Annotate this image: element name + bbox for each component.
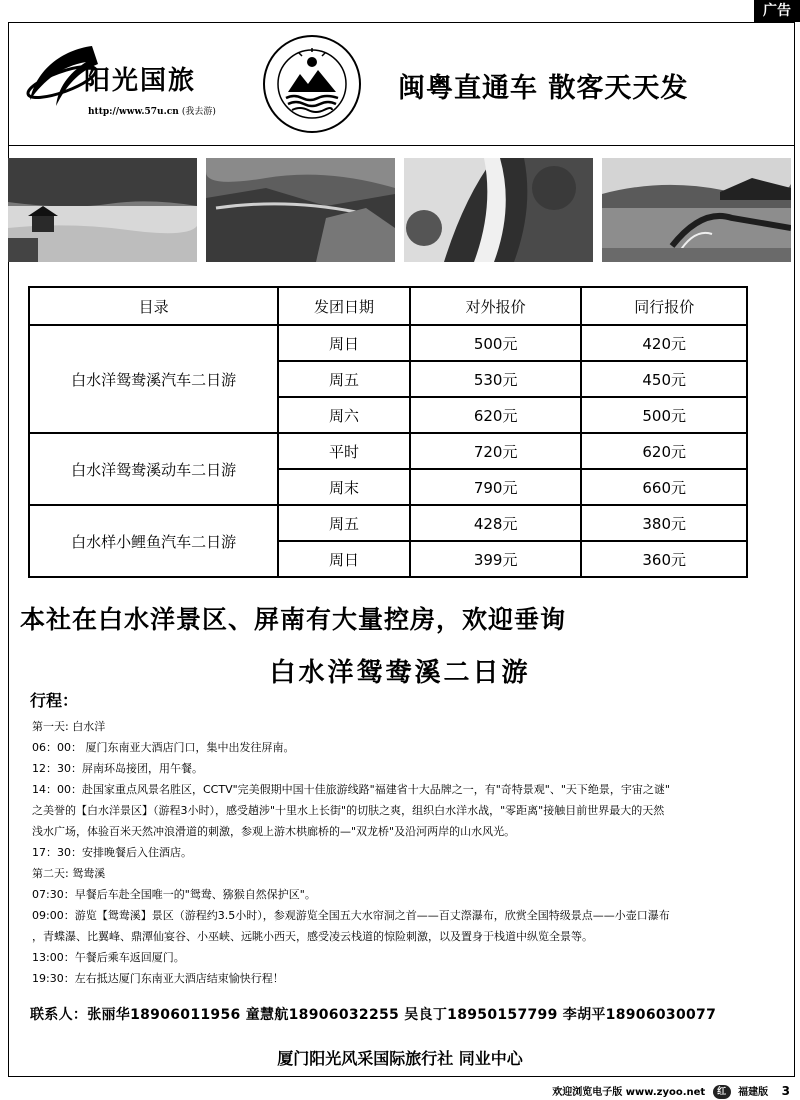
- trade-price: 420元: [581, 325, 747, 361]
- public-price: 399元: [410, 541, 582, 577]
- trade-price: 620元: [581, 433, 747, 469]
- public-price: 428元: [410, 505, 582, 541]
- red-logo-icon: 红: [713, 1085, 731, 1099]
- depart-date: 周五: [278, 361, 410, 397]
- itinerary-line: 第一天: 白水洋: [32, 720, 106, 733]
- header-divider: [8, 145, 795, 146]
- trade-price: 360元: [581, 541, 747, 577]
- waterfall-photo: [404, 158, 593, 262]
- itinerary-line: 09:00：游览【鸳鸯溪】景区（游程约3.5小时），参观游览全国五大水帘洞之首——百丈漈瀑布，欣赏全国特级景点——小壶口瀑布: [32, 909, 670, 922]
- itinerary-line: ，青蝶瀑、比翼峰、鼎潭仙宴谷、小巫峡、远眺小西天，感受凌云栈道的惊险刺激，以及置身于栈道中纵览全景等。: [32, 930, 593, 943]
- tour-title: 白水洋鸳鸯溪二日游: [269, 658, 531, 688]
- ad-corner-tag: 广告: [754, 0, 800, 22]
- col-header-date: 发团日期: [278, 287, 410, 325]
- bridge-pavilion-photo: [602, 158, 791, 262]
- table-row: [29, 505, 747, 541]
- trade-price: 500元: [581, 397, 747, 433]
- table-row: [29, 433, 747, 469]
- itinerary-line: 第二天: 鸳鸯溪: [32, 867, 106, 880]
- trade-price: 450元: [581, 361, 747, 397]
- slogan: 闽粤直通车 散客天天发: [398, 73, 689, 104]
- tour-name: 白水样小鲤鱼汽车二日游: [29, 505, 278, 577]
- logo-text: 阳光国旅: [84, 66, 197, 96]
- col-header-trade-price: 同行报价: [581, 287, 747, 325]
- public-price: 720元: [410, 433, 582, 469]
- cliff-plankway-photo: [206, 158, 395, 262]
- headline: 本社在白水洋景区、屏南有大量控房，欢迎垂询: [20, 605, 567, 634]
- agency-seal-icon: [262, 34, 362, 134]
- public-price: 500元: [410, 325, 582, 361]
- footer-text: 欢迎浏览电子版 www.zyoo.net: [552, 1087, 706, 1098]
- tour-name: 白水洋鸳鸯溪汽车二日游: [29, 325, 278, 433]
- company-logo: [22, 40, 242, 120]
- river-landscape-photo: [8, 158, 197, 262]
- trade-price: 380元: [581, 505, 747, 541]
- contacts: 联系人：张丽华18906011956 童慧航18906032255 吴良丁18950157799 李胡平18906030077: [30, 1007, 717, 1023]
- table-row: [29, 325, 747, 361]
- public-price: 620元: [410, 397, 582, 433]
- itinerary-label: 行程：: [30, 691, 79, 710]
- depart-date: 周日: [278, 325, 410, 361]
- logo-url: http://www.57u.cn (我去游): [88, 107, 216, 117]
- price-table: [28, 286, 748, 578]
- page-number: 3: [781, 1084, 790, 1098]
- depart-date: 周六: [278, 397, 410, 433]
- footer-edition: 福建版: [738, 1087, 769, 1098]
- depart-date: 平时: [278, 433, 410, 469]
- depart-date: 周末: [278, 469, 410, 505]
- public-price: 530元: [410, 361, 582, 397]
- tour-name: 白水洋鸳鸯溪动车二日游: [29, 433, 278, 505]
- itinerary-list: [32, 716, 796, 989]
- trade-price: 660元: [581, 469, 747, 505]
- col-header-public-price: 对外报价: [410, 287, 582, 325]
- depart-date: 周五: [278, 505, 410, 541]
- itinerary-line: 07:30：早餐后车赴全国唯一的"鸳鸯、猕猴自然保护区"。: [32, 888, 316, 901]
- itinerary-line: 之美誉的【白水洋景区】（游程3小时），感受趟涉"十里水上长街"的切肤之爽，组织白水洋水战，"零距离"接触目前世界最大的天然: [32, 804, 665, 817]
- itinerary-line: 13:00：午餐后乘车返回厦门。: [32, 951, 185, 964]
- page-footer: [552, 1083, 790, 1099]
- itinerary-line: 14：00：赴国家重点风景名胜区，CCTV"完美假期中国十佳旅游线路"福建省十大品牌之一，有"奇特景观"、"天下绝景，宇宙之谜": [32, 783, 670, 796]
- public-price: 790元: [410, 469, 582, 505]
- itinerary-line: 浅水广场，体验百米天然冲浪滑道的刺激，参观上游木栱廊桥的—"双龙桥"及沿河两岸的山水风光。: [32, 825, 516, 838]
- col-header-catalog: 目录: [29, 287, 278, 325]
- itinerary-line: 12：30：屏南环岛接团，用午餐。: [32, 762, 203, 775]
- itinerary-line: 06：00： 厦门东南亚大酒店门口，集中出发往屏南。: [32, 741, 295, 754]
- depart-date: 周日: [278, 541, 410, 577]
- itinerary-line: 19:30：左右抵达厦门东南亚大酒店结束愉快行程！: [32, 972, 284, 985]
- company-name: 厦门阳光风采国际旅行社 同业中心: [277, 1049, 523, 1068]
- itinerary-line: 17：30：安排晚餐后入住酒店。: [32, 846, 192, 859]
